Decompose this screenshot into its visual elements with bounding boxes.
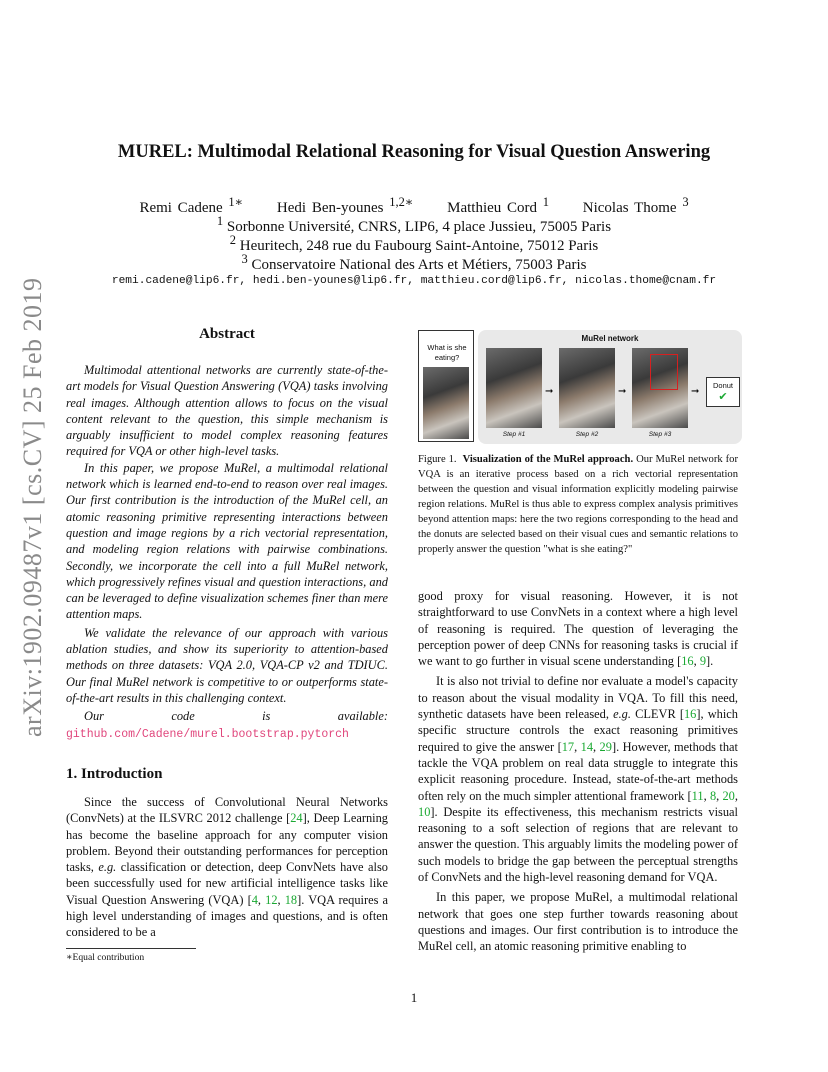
- affiliation: $^3$ Conservatoire National des Arts et Métiers, 75003 Paris: [241, 252, 587, 273]
- body-paragraph: In this paper, we propose MuRel, a multimodal relational network that goes one step further towards reasoning about questions and images. Our first contribution is to introduce the MuRel cell, an atomic reasoning primitive enabling to: [418, 890, 738, 954]
- citation[interactable]: 24: [290, 811, 303, 826]
- intro-paragraph: Since the success of Convolutional Neural Networks (ConvNets) at the ILSVRC 2012 challenge [24], Deep Learning has become the baseline approach for any computer vision problem. Beyond their outstanding performances for perception tasks, e.g. classification or detection, deep ConvNets have also been successfully used for new artificial intelligence tasks like Visual Question Answering (VQA) [4, 12, 18]. VQA requires a high level understanding of images and questions, and is often considered to be a: [66, 795, 389, 940]
- abstract-paragraph: Multimodal attentional networks are currently state-of-the-art models for Visual Question Answering (VQA) tasks involving real images. Although attention allows to focus on the visual content relevant to the question, this simple mechanism is arguably insufficient to model complex reasoning features required for VQA or other high-level tasks.: [66, 363, 388, 459]
- citation[interactable]: 9: [699, 654, 707, 669]
- input-image: [423, 367, 469, 439]
- code-link[interactable]: github.com/Cadene/murel.bootstrap.pytorch: [66, 727, 349, 741]
- affiliation: $^1$ Sorbonne Université, CNRS, LIP6, 4 place Jussieu, 75005 Paris: [216, 214, 612, 235]
- intro-body: [66, 794, 388, 941]
- check-icon: ✔: [718, 390, 728, 403]
- figure-caption: Figure 1. Visualization of the MuRel approach. Our MuRel network for VQA is an iterative process based on a rich vectorial representation between the question and visual information explicitly modeling pairwise region relations. MuRel is thus able to express complex analysis primitives beyond attention maps: here the two regions corresponding to the head and the donuts are selected based on their visual cues and semantic relations to properly answer the question "what is she eating?": [418, 454, 738, 555]
- citation[interactable]: 14: [580, 739, 594, 754]
- citation[interactable]: 10: [418, 804, 431, 819]
- arrow-icon: ➞: [691, 386, 700, 397]
- affiliation: $^2$ Heuritech, 248 rue du Faubourg Saint-Antoine, 75012 Paris: [229, 233, 599, 254]
- citation[interactable]: 29: [599, 739, 612, 754]
- step-image: [632, 348, 688, 428]
- abstract-heading: Abstract: [199, 326, 255, 342]
- citation[interactable]: 16: [683, 707, 697, 722]
- question-text: What is she eating?: [427, 343, 467, 362]
- body-paragraph: good proxy for visual reasoning. However, it is not straightforward to use ConvNets in a context where a high level of reasoning is required. The question of leveraging the perception power of deep CNNs for reasoning tasks is crucial if we want to go further in visual scene understanding [16, 9].: [418, 589, 738, 669]
- step-image: [486, 348, 542, 428]
- footnote-rule: [66, 948, 196, 949]
- citation[interactable]: 20: [722, 788, 735, 803]
- network-title: MuRel network: [581, 334, 639, 343]
- arrow-icon: ➞: [618, 386, 627, 397]
- region-highlight: [650, 354, 678, 390]
- author: Nicolas Thome $^3$: [582, 195, 689, 216]
- step-label: Step #2: [575, 431, 599, 438]
- abstract-paragraph: Our code is available: github.com/Cadene/murel.bootstrap.pytorch: [66, 709, 388, 741]
- question-box: [418, 330, 474, 442]
- step-label: Step #3: [648, 431, 672, 438]
- citation[interactable]: 16: [681, 654, 694, 669]
- answer-box: [706, 377, 740, 407]
- author: Hedi Ben-younes $^{1,2∗}$: [276, 195, 414, 216]
- citation[interactable]: 11: [691, 788, 704, 803]
- author: Matthieu Cord $^1$: [447, 195, 550, 216]
- citation[interactable]: 12: [265, 892, 278, 907]
- author: Remi Cadene $^{1∗}$: [139, 195, 244, 216]
- page-number: 1: [410, 990, 418, 1005]
- abstract-body: [66, 362, 388, 743]
- right-column-body: [418, 588, 738, 955]
- abstract-paragraph: In this paper, we propose MuRel, a multimodal relational network which is learned end-to-end to reason over real images. Our first contribution is the introduction of the MuRel cell, an atomic reasoning primitive representing interactions between question and image regions by a rich vectorial representation, and modeling region relations with pairwise combinations. Secondly, we incorporate the cell into a full MuRel network, which progressively refines visual and question interactions, and can be leveraged to define visualization schemes finer than mere attention maps.: [66, 460, 388, 622]
- paper-title: MUREL: Multimodal Relational Reasoning for Visual Question Answering: [117, 142, 711, 162]
- citation[interactable]: 18: [284, 892, 298, 907]
- citation[interactable]: 17: [561, 739, 575, 754]
- arxiv-identifier: arXiv:1902.09487v1 [cs.CV] 25 Feb 2019: [18, 277, 47, 737]
- body-paragraph: It is also not trivial to define nor evaluate a model's capacity to reason about the visual modality in VQA. To fill this need, synthetic datasets have been released, e.g. CLEVR [16], which specific structure controls the exact reasoning primitives required to give the answer [17, 14, 29]. However, methods that tackle the VQA problem on real data struggle to integrate this explicit reasoning procedure. Instead, state-of-the-art methods often rely on the much simpler attentional framework [11, 8, 20, 10]. Despite its effectiveness, this mechanism restricts visual reasoning to a soft selection of regions that are relevant to answer the question. This arguably limits the modeling power of such models to bridge the gap between the perceptual strengths of ConvNets and the high-level reasoning demand for VQA.: [418, 674, 739, 885]
- abstract-paragraph: We validate the relevance of our approach with various ablation studies, and show its superiority to attention-based methods on three datasets: VQA 2.0, VQA-CP v2 and TDIUC. Our final MuRel network is competitive to or outperforms state-of-the-art results in this challenging context.: [66, 625, 388, 705]
- citation[interactable]: 8: [709, 788, 717, 803]
- section-heading: 1. Introduction: [66, 766, 163, 782]
- answer-text: Donut: [712, 381, 733, 390]
- citation[interactable]: 4: [251, 892, 258, 907]
- arrow-icon: ➞: [545, 386, 554, 397]
- author-emails: remi.cadene@lip6.fr, hedi.ben-younes@lip6.fr, matthieu.cord@lip6.fr, nicolas.thome@cnam.fr: [111, 275, 717, 287]
- step-label: Step #1: [502, 431, 526, 438]
- footnote: ∗Equal contribution: [66, 952, 145, 963]
- figure-1: [418, 330, 742, 444]
- step-image: [559, 348, 615, 428]
